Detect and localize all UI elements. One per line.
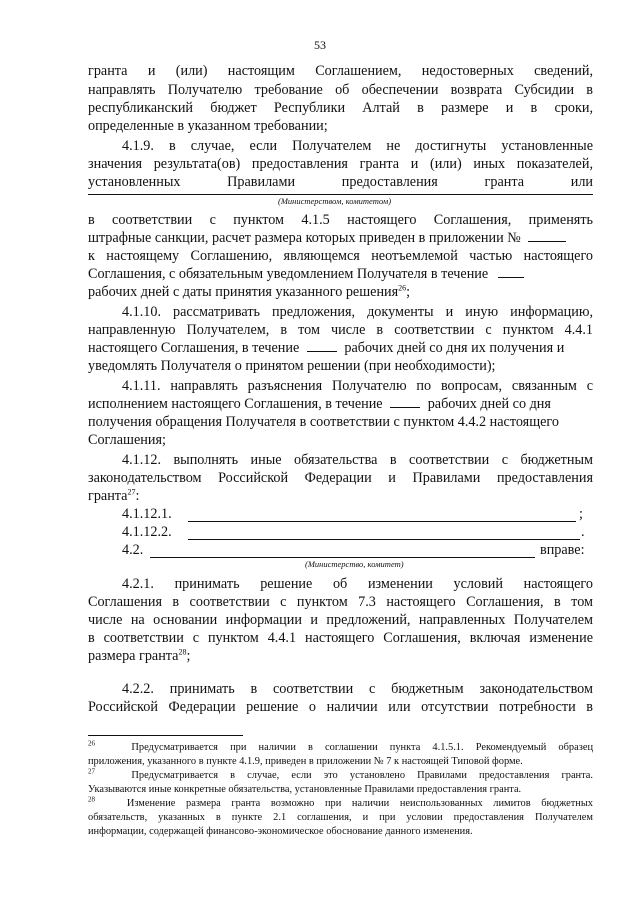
text-line: уведомлять Получателя о принятом решении (при необходимости); xyxy=(88,358,496,374)
text-span: 4.2. xyxy=(122,542,144,558)
text-span: настоящего Соглашения, в течение xyxy=(88,340,300,356)
footnote-separator xyxy=(88,735,243,736)
text-line: гранта и (или) настоящим Соглашением, недостоверных сведений, xyxy=(88,63,593,79)
text-line: направлять Получателю требование об обеспечении возврата Субсидии в xyxy=(88,82,593,98)
text-line xyxy=(88,395,593,413)
footnote-number: 28 xyxy=(88,795,95,804)
footnote-text: Предусматривается в случае, если это установлено Правилами предоставления гранта. xyxy=(131,770,593,781)
text-span: 4.1.12.2. xyxy=(122,524,172,540)
text-line xyxy=(88,229,593,247)
paragraph-4-1-12: 4.1.12. выполнять иные обязательства в соответствии с бюджетным xyxy=(122,452,593,468)
text-span: гранта xyxy=(88,488,128,504)
text-span: . xyxy=(581,524,585,540)
text-span: штрафные санкции, расчет размера которых приведен в приложении № xyxy=(88,230,521,246)
blank-field xyxy=(307,339,337,352)
text-line: установленных Правилами предоставления гранта или xyxy=(88,174,593,190)
text-line: значения результата(ов) предоставления гранта и (или) иных показателей, xyxy=(88,156,593,172)
footnote-number: 27 xyxy=(88,767,95,776)
footnote-27 xyxy=(88,769,593,783)
text-line: числе на основании информации и предложений, направленных Получателем xyxy=(88,612,593,628)
footnote-ref: 27 xyxy=(127,487,136,497)
footnote-text: обязательств, указанных в пункте 2.1 соглашения, и при условии предоставления Получателем xyxy=(88,812,593,823)
text-line: законодательством Российской Федерации и Правилами предоставления xyxy=(88,470,593,486)
text-span: рабочих дней со дня их получения и xyxy=(344,340,565,356)
field-caption: (Министерство, комитет) xyxy=(305,559,404,569)
text-span: : xyxy=(135,488,140,504)
text-span: исполнением настоящего Соглашения, в течение xyxy=(88,396,383,412)
text-line xyxy=(88,283,593,301)
text-span: ; xyxy=(579,506,583,522)
text-span: рабочих дней с даты принятия указанного решения xyxy=(88,284,399,300)
footnote-28 xyxy=(88,797,593,811)
text-line: к настоящему Соглашению, являющемся неотъемлемой частью настоящего xyxy=(88,248,593,264)
footnote-26 xyxy=(88,741,593,755)
text-line xyxy=(88,339,593,357)
text-line: направленную Получателем, в том числе в соответствии с пунктом 4.4.1 xyxy=(88,322,593,338)
text-line: получения обращения Получателя в соответствии с пунктом 4.4.2 настоящего xyxy=(88,414,559,430)
text-line: Российской Федерации решение о наличии или отсутствии потребности в xyxy=(88,699,593,715)
text-line: в соответствии с пунктом 4.1.5 настоящего Соглашения, применять xyxy=(88,212,593,228)
footnote-text: Изменение размера гранта возможно при наличии неиспользованных лимитов бюджетных xyxy=(126,798,593,809)
text-line xyxy=(88,487,593,505)
paragraph-4-1-10: 4.1.10. рассматривать предложения, документы и иную информацию, xyxy=(122,304,593,320)
text-span: 4.1.12.1. xyxy=(122,506,172,522)
text-line: в соответствии с пунктом 4.4.1 настоящего Соглашения, включая изменение xyxy=(88,630,593,646)
text-span: рабочих дней со дня xyxy=(427,396,551,412)
paragraph-4-2-1: 4.2.1. принимать решение об изменении условий настоящего xyxy=(122,576,593,592)
text-span: ; xyxy=(406,284,411,300)
text-span: Соглашения, с обязательным уведомлением Получателя в течение xyxy=(88,266,489,282)
text-line: определенные в указанном требовании; xyxy=(88,118,328,134)
text-line xyxy=(88,265,593,283)
field-caption: (Министерством, комитетом) xyxy=(278,196,392,206)
text-span: размера гранта xyxy=(88,648,179,664)
paragraph-4-1-11: 4.1.11. направлять разъяснения Получателю по вопросам, связанным с xyxy=(122,378,593,394)
fill-in-line xyxy=(150,557,535,558)
page-number: 53 xyxy=(314,38,326,52)
blank-field xyxy=(528,229,566,242)
text-line: Соглашения в соответствии с пунктом 7.3 настоящего Соглашения, в том xyxy=(88,594,593,610)
text-span: вправе: xyxy=(540,542,585,558)
text-line xyxy=(88,647,593,665)
blank-field xyxy=(498,265,524,278)
footnote-text: информации, содержащей финансово-экономическое обоснование данного изменения. xyxy=(88,826,473,837)
paragraph-4-2-2: 4.2.2. принимать в соответствии с бюджетным законодательством xyxy=(122,681,593,697)
footnote-text: приложения, указанного в пункте 4.1.9, приведен в приложении № 7 к настоящей Типовой форме. xyxy=(88,756,523,767)
footnote-number: 26 xyxy=(88,739,95,748)
blank-field xyxy=(390,395,420,408)
footnote-ref: 28 xyxy=(178,647,187,657)
footnote-text: Указываются иные конкретные обязательства, установленные Правилами предоставления гранта. xyxy=(88,784,522,795)
fill-in-line xyxy=(88,194,593,195)
text-line: республиканский бюджет Республики Алтай в размере и в сроки, xyxy=(88,100,593,116)
text-span: ; xyxy=(186,648,191,664)
fill-in-line xyxy=(188,521,576,522)
footnote-ref: 26 xyxy=(398,283,407,293)
footnote-text: Предусматривается при наличии в соглашении пункта 4.1.5.1. Рекомендуемый образец xyxy=(131,742,594,753)
paragraph-4-1-9: 4.1.9. в случае, если Получателем не достигнуты установленные xyxy=(122,138,593,154)
fill-in-line xyxy=(188,539,580,540)
text-line: Соглашения; xyxy=(88,432,166,448)
